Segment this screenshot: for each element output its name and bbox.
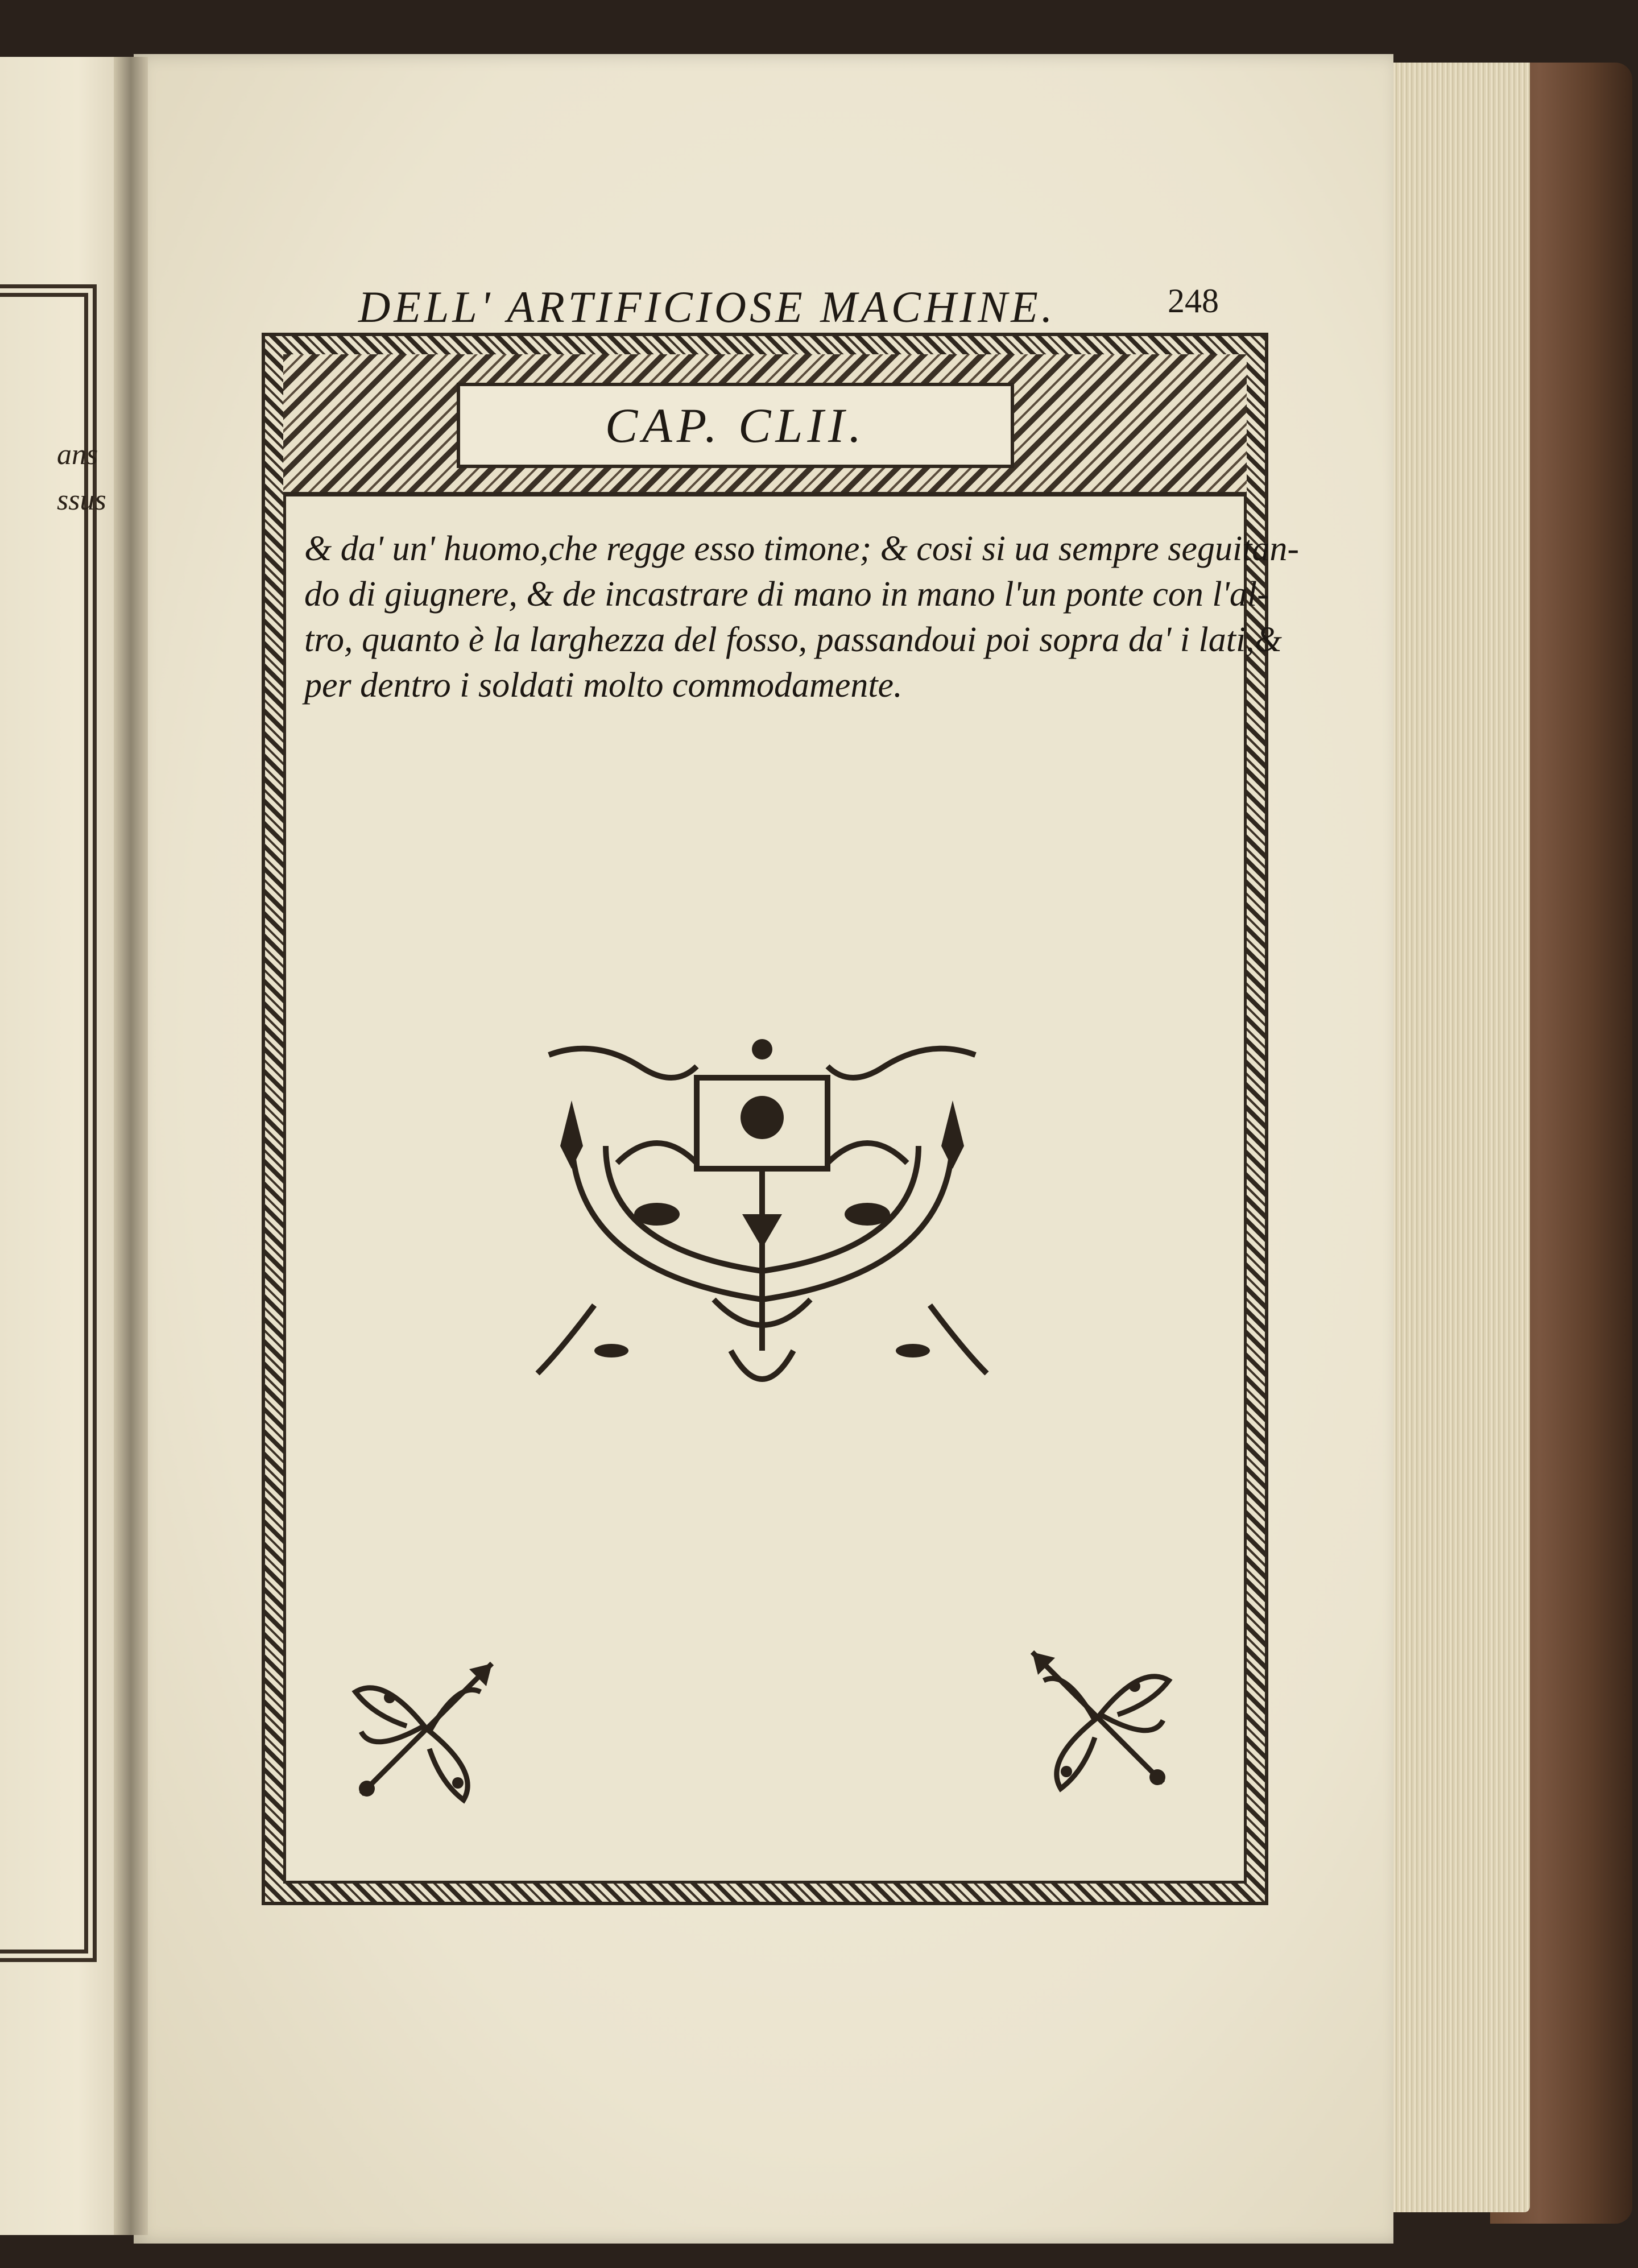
body-text [304,526,1300,708]
body-line: per dentro i soldati molto commodamente. [304,666,903,705]
page-number: 248 [1168,282,1219,320]
chapter-title: CAP. CLII. [605,398,866,453]
right-page [134,54,1393,2244]
left-page-fragment-2: ssus [57,484,106,516]
left-page-fragment-1: ans [57,438,98,471]
corner-fleuron-icon [338,1641,515,1817]
corner-fleuron-icon [1010,1629,1186,1806]
body-line: tro, quanto è la larghezza del fosso, passandoui poi sopra da' i lati,& [304,620,1282,659]
left-page-border [0,284,97,1962]
body-line: do di giugnere, & de incastrare di mano in mano l'un ponte con l'al- [304,575,1269,614]
running-head-title: DELL' ARTIFICIOSE MACHINE. [358,282,1056,332]
page-edges [1388,63,1530,2212]
book-gutter [114,57,148,2235]
body-line: & da' un' huomo,che regge esso timone; & cosi si ua sempre seguitan- [304,529,1300,568]
central-ornament-icon [526,1032,998,1419]
chapter-heading-box [457,383,1014,468]
